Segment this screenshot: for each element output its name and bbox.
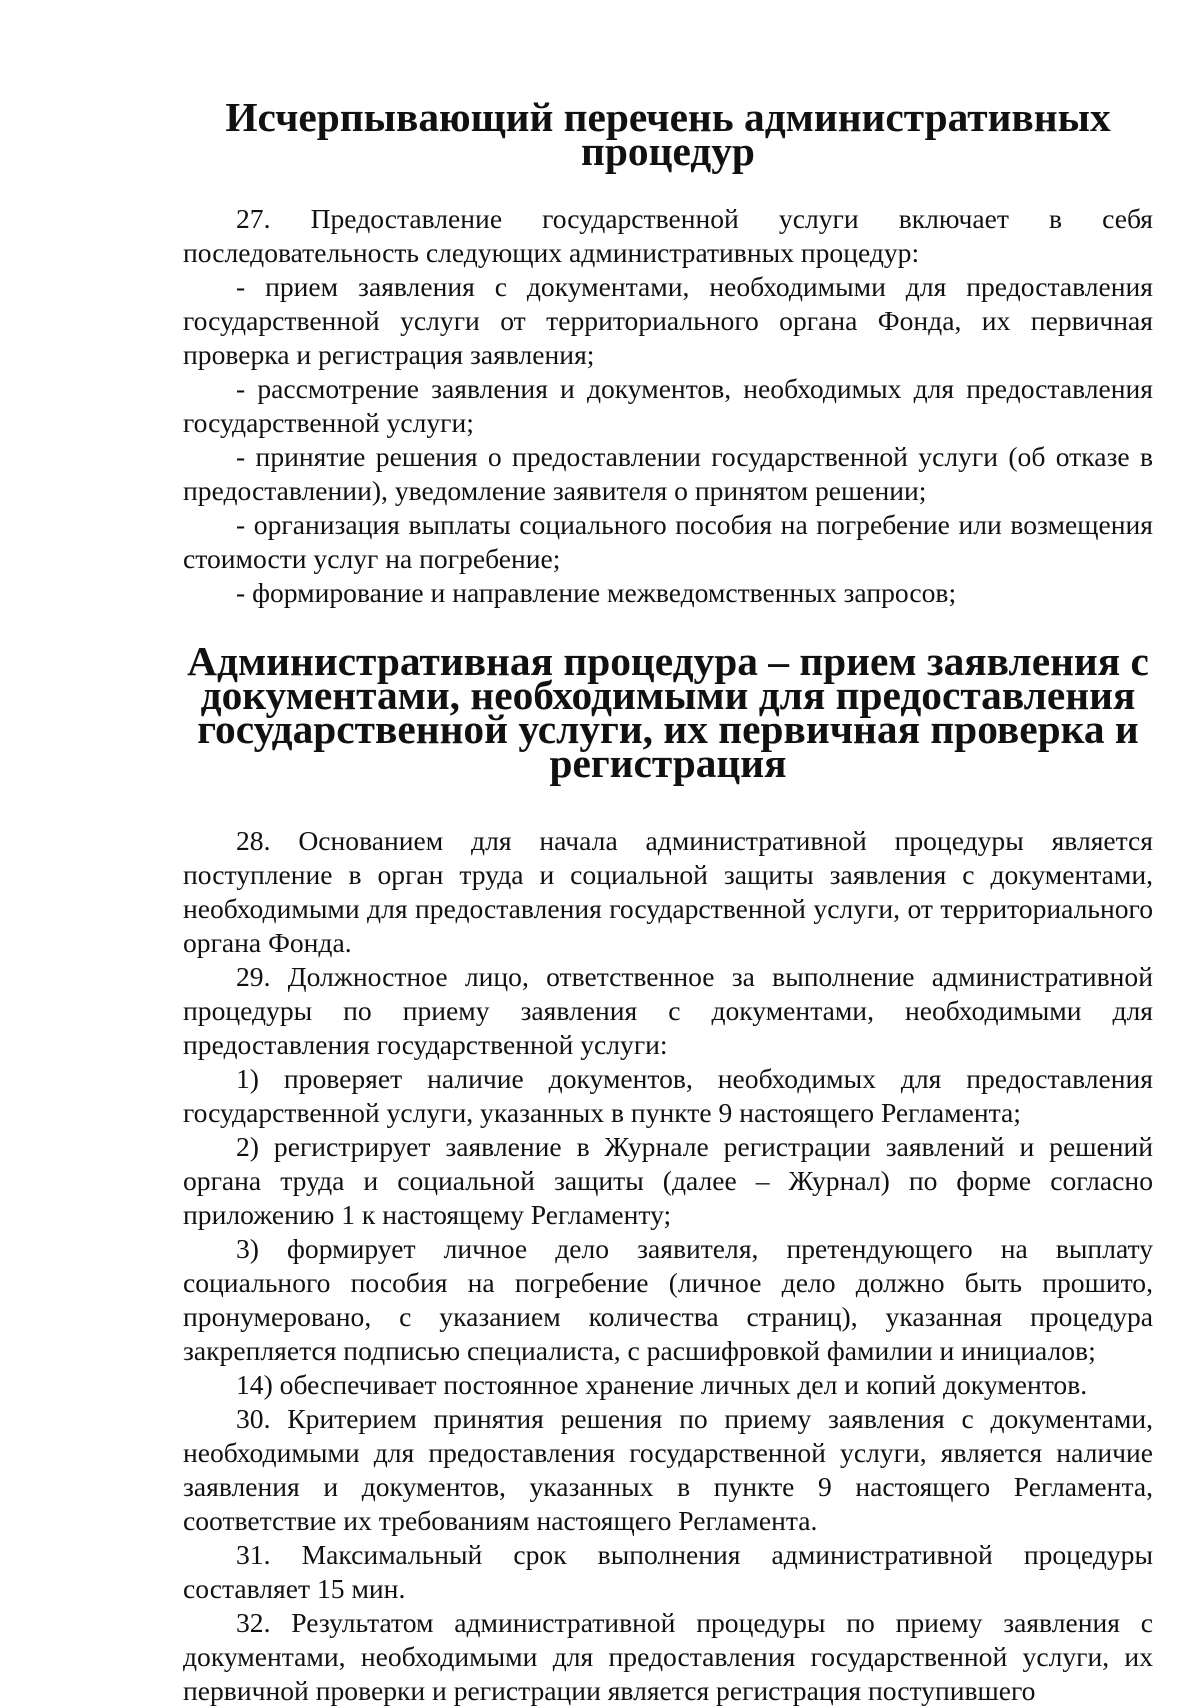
section-heading: Исчерпывающий перечень административных процедур [225,94,1111,174]
list-item: 1) проверяет наличие документов, необходимых для предоставления государственной услуги, указанных в пункте 9 настоящего Регламента; [183,1063,1153,1128]
list-item: - прием заявления с документами, необходимыми для предоставления государственной услуги от территориального органа Фонда, их первичная проверка и регистрация заявления; [183,271,1153,370]
paragraph-31: 31. Максимальный срок выполнения административной процедуры составляет 15 мин. [183,1539,1153,1604]
list-item: - формирование и направление межведомственных запросов; [236,577,957,608]
paragraph-32: 32. Результатом административной процедуры по приему заявления с документами, необходимыми для предоставления государственной услуги, их первичной проверки и регистрации является регистрация поступившего [183,1607,1153,1706]
paragraph-28: 28. Основанием для начала административной процедуры является поступление в орган труда и социальной защиты заявления с документами, необходимыми для предоставления государственной услуги, от территориального органа Фонда. [183,825,1153,958]
list-item: 14) обеспечивает постоянное хранение личных дел и копий документов. [236,1369,1088,1400]
procedure-heading: Административная процедура – прием заявления с документами, необходимыми для предоставления государственной услуги, их первичная проверка и регистрация [187,638,1149,786]
paragraph-30: 30. Критерием принятия решения по приему заявления с документами, необходимыми для предоставления государственной услуги, является наличие заявления и документов, указанных в пункте 9 настоящего Регламента, соответствие их требованиям настоящего Регламента. [183,1403,1153,1536]
paragraph-27: 27. Предоставление государственной услуги включает в себя последовательность следующих административных процедур: [183,203,1153,268]
document-body [183,94,1153,1708]
list-item: - принятие решения о предоставлении государственной услуги (об отказе в предоставлении), уведомление заявителя о принятом решении; [183,441,1153,506]
list-item: 3) формирует личное дело заявителя, претендующего на выплату социального пособия на погребение (личное дело должно быть прошито, пронумеровано, с указанием количества страниц), указанная процедура закрепляется подписью специалиста, с расшифровкой фамилии и инициалов; [183,1233,1153,1366]
list-item: 2) регистрирует заявление в Журнале регистрации заявлений и решений органа труда и социальной защиты (далее – Журнал) по форме согласно приложению 1 к настоящему Регламенту; [183,1131,1153,1230]
paragraph-29: 29. Должностное лицо, ответственное за выполнение административной процедуры по приему заявления с документами, необходимыми для предоставления государственной услуги: [183,961,1153,1060]
list-item: - рассмотрение заявления и документов, необходимых для предоставления государственной услуги; [183,373,1153,438]
list-item: - организация выплаты социального пособия на погребение или возмещения стоимости услуг на погребение; [183,509,1153,574]
